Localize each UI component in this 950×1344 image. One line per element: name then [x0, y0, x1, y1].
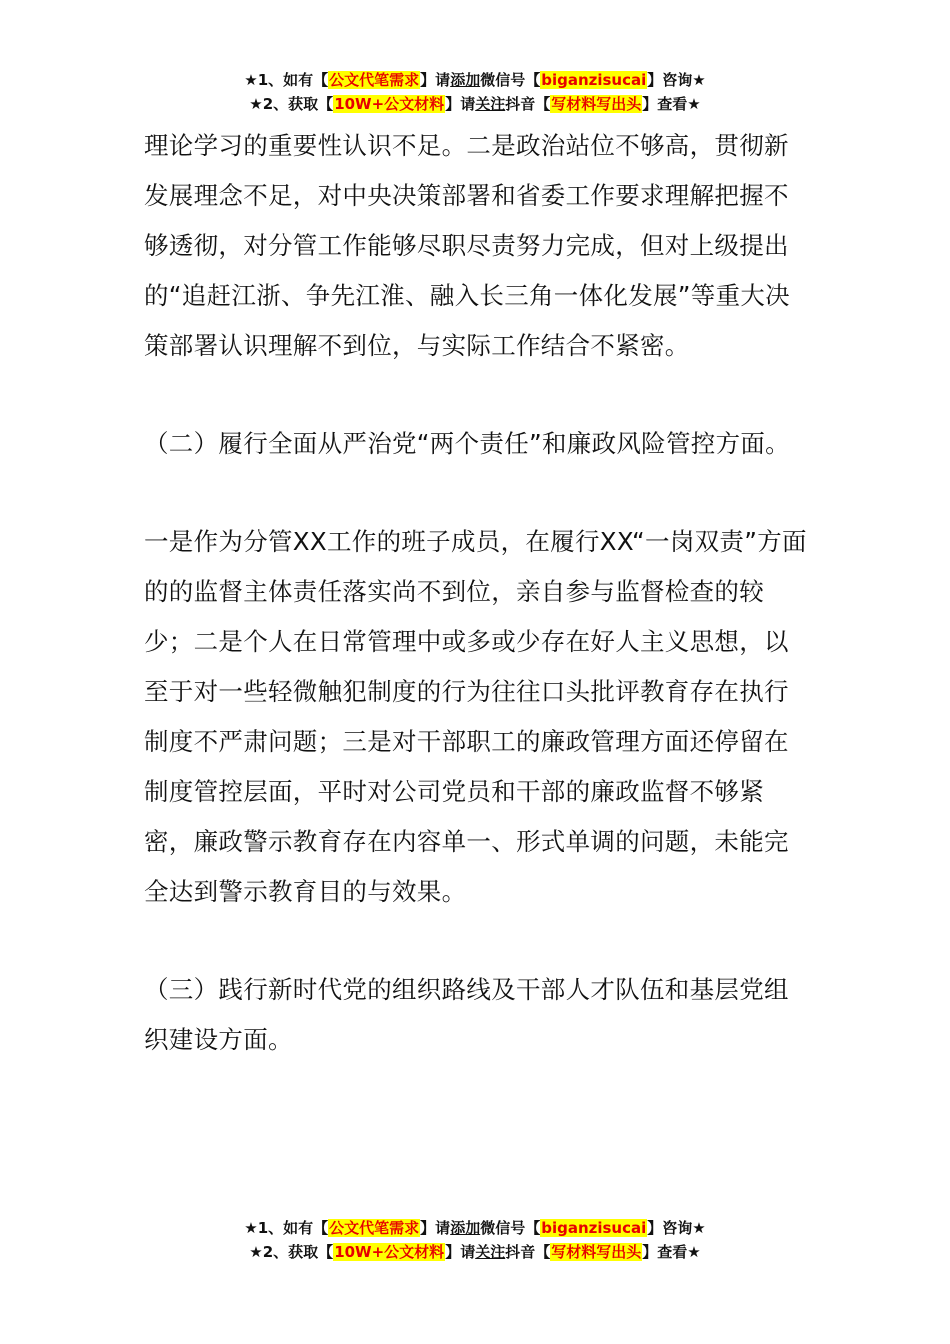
banner-line-2 [0, 92, 950, 116]
highlight-wechat-id: biganzisucai [541, 1219, 647, 1237]
banner-text: 微信号【 [480, 1219, 541, 1237]
banner-text: 】查看★ [642, 1243, 701, 1261]
paragraph-2: 一是作为分管XX工作的班子成员，在履行XX“一岗双责”方面的的监督主体责任落实尚不到位，亲自参与监督检查的较少；二是个人在日常管理中或多或少存在好人主义思想，以至于对一些轻微触犯制度的行为往往口头批评教育存在执行制度不严肃问题；三是对干部职工的廉政管理方面还停留在制度管控层面，平时对公司党员和干部的廉政监督不够紧密，廉政警示教育存在内容单一、形式单调的问题，未能完全达到警示教育目的与效果。 [144, 527, 807, 906]
document-body [144, 121, 808, 1065]
banner-text: 】请 [420, 1219, 451, 1237]
banner-text: 】请 [445, 95, 476, 113]
banner-text: ★2、获取【 [249, 1243, 334, 1261]
banner-text: 微信号【 [480, 71, 541, 89]
highlight-service: 公文代笔需求 [329, 71, 420, 89]
banner-text: 抖音【 [505, 1243, 551, 1261]
paragraph-1: 理论学习的重要性认识不足。二是政治站位不够高，贯彻新发展理念不足，对中央决策部署和省委工作要求理解把握不够透彻，对分管工作能够尽职尽责努力完成，但对上级提出的“追赶江浙、争先江淮、融入长三角一体化发展”等重大决策部署认识理解不到位，与实际工作结合不紧密。 [144, 131, 790, 360]
underlined-text: 添加 [450, 71, 481, 89]
section-heading-3: （三）践行新时代党的组织路线及干部人才队伍和基层党组织建设方面。 [144, 975, 789, 1054]
banner-text: 】请 [445, 1243, 476, 1261]
banner-line-1 [0, 1216, 950, 1240]
banner-text: ★1、如有【 [244, 71, 329, 89]
header-banner [0, 68, 950, 116]
banner-line-2 [0, 1240, 950, 1264]
banner-text: 】请 [420, 71, 451, 89]
banner-text: 】查看★ [642, 95, 701, 113]
footer-banner [0, 1216, 950, 1264]
underlined-text: 添加 [450, 1219, 481, 1237]
banner-line-1 [0, 68, 950, 92]
highlight-douyin-id: 写材料写出头 [551, 1243, 642, 1261]
banner-text: 】咨询★ [647, 1219, 706, 1237]
highlight-douyin-id: 写材料写出头 [551, 95, 642, 113]
banner-text: 抖音【 [505, 95, 551, 113]
highlight-service: 公文代笔需求 [329, 1219, 420, 1237]
underlined-text: 关注 [475, 95, 506, 113]
underlined-text: 关注 [475, 1243, 506, 1261]
highlight-materials: 10W+公文材料 [334, 1243, 445, 1261]
section-heading-2: （二）履行全面从严治党“两个责任”和廉政风险管控方面。 [144, 429, 790, 458]
highlight-materials: 10W+公文材料 [334, 95, 445, 113]
highlight-wechat-id: biganzisucai [541, 71, 647, 89]
banner-text: ★2、获取【 [249, 95, 334, 113]
banner-text: 】咨询★ [647, 71, 706, 89]
banner-text: ★1、如有【 [244, 1219, 329, 1237]
